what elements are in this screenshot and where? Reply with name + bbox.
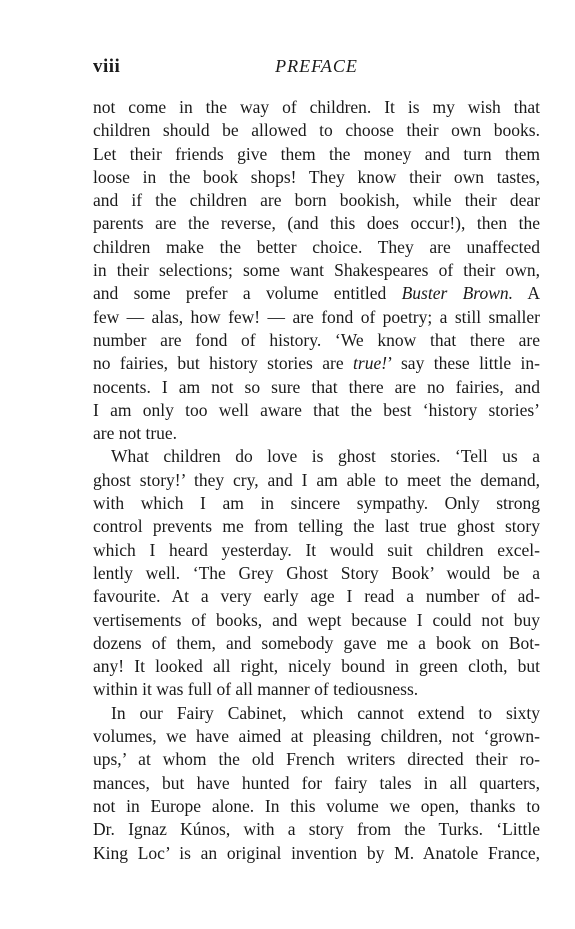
text-line: lently well. ‘The Grey Ghost Story Book’ would be a — [93, 562, 540, 583]
text-line: favourite. At a very early age I read a number of ad- — [93, 586, 540, 607]
text-line: Dr. Ignaz Kúnos, with a story from the Turks. ‘Little — [93, 819, 540, 840]
text-line: volumes, we have aimed at pleasing children, not ‘grown- — [93, 726, 540, 747]
text-run: and some prefer a volume entitled — [93, 283, 402, 304]
page-number: viii — [93, 56, 121, 77]
running-head: PREFACE — [275, 56, 358, 76]
text-line: few — alas, how few! — are fond of poetry; a still smaller — [93, 306, 540, 327]
text-line: which I heard yesterday. It would suit children excel- — [93, 539, 540, 560]
text-line: loose in the book shops! They know their own tastes, — [93, 166, 540, 187]
text-line: any! It looked all right, nicely bound in green cloth, but — [93, 656, 540, 677]
text-line: control prevents me from telling the last true ghost story — [93, 516, 540, 537]
text-line: children make the better choice. They are unaffected — [93, 236, 540, 257]
text-run: no fairies, but history stories are — [93, 353, 354, 374]
text-line: not in Europe alone. In this volume we open, thanks to — [93, 795, 540, 816]
text-line: ups,’ at whom the old French writers directed their ro- — [93, 749, 540, 770]
text-line: I am only too well aware that the best ‘history stories’ — [93, 399, 540, 420]
text-line: are not true. — [93, 423, 178, 444]
text-line: nocents. I am not so sure that there are no fairies, and — [93, 376, 540, 397]
text-line: in their selections; some want Shakespeares of their own, — [93, 260, 540, 281]
text-run: ’ say these little in- — [387, 353, 540, 374]
text-line: What children do love is ghost stories. ‘Tell us a — [111, 446, 540, 467]
text-line: In our Fairy Cabinet, which cannot extend to sixty — [111, 702, 540, 723]
italic-title: Buster Brown. — [401, 283, 513, 304]
text-line: children should be allowed to choose their own books. — [93, 120, 540, 141]
text-line: and if the children are born bookish, while their dear — [93, 190, 540, 211]
text-line: within it was full of all manner of tediousness. — [93, 679, 419, 700]
page-header — [93, 56, 540, 80]
text-line: Let their friends give them the money and turn them — [93, 143, 540, 164]
italic-title: true! — [353, 353, 388, 374]
text-line: not come in the way of children. It is my wish that — [93, 97, 540, 117]
text-line: parents are the reverse, (and this does occur!), then the — [93, 213, 540, 234]
text-line: with which I am in sincere sympathy. Only strong — [93, 493, 540, 514]
text-line: mances, but have hunted for fairy tales in all quarters, — [93, 772, 540, 793]
body-text — [93, 96, 540, 865]
text-line: dozens of them, and somebody gave me a book on Bot- — [93, 632, 540, 653]
text-line: number are fond of history. ‘We know that there are — [93, 329, 540, 350]
text-line — [93, 352, 540, 375]
text-line: ghost story!’ they cry, and I am able to meet the demand, — [93, 469, 540, 490]
text-line: King Loc’ is an original invention by M. Anatole France, — [93, 842, 540, 863]
text-line — [93, 282, 540, 305]
text-run: A — [513, 283, 540, 304]
text-line: vertisements of books, and wept because I could not buy — [93, 609, 540, 630]
